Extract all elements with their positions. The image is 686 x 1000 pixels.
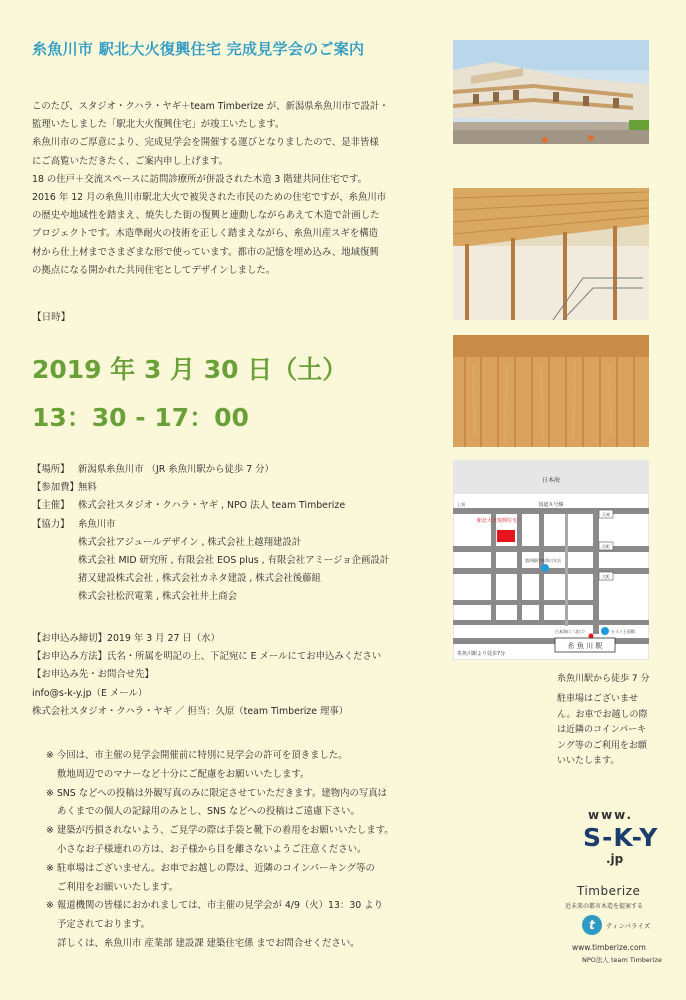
intro-line: の歴史や地域性を踏まえ、焼失した街の復興と連動しながらあえて木造で計画した: [32, 210, 380, 222]
sky-logo-jp: .jp: [606, 852, 624, 866]
intro-line: 2016 年 12 月の糸魚川市駅北大火で被災された市民のための住宅ですが、糸魚川市: [32, 192, 387, 204]
map-station-label: 糸 魚 川 駅: [567, 642, 603, 650]
map-dakemachi-label: 岳町: [602, 544, 610, 549]
info-key: [32, 552, 78, 570]
timberize-logo: Timberize: [577, 884, 641, 898]
note-line: ご利用をお願いいたします。: [57, 881, 179, 893]
intro-line: プロジェクトです。木造準耐火の技術を正しく踏まえながら、糸魚川産スギを構造: [32, 228, 378, 240]
timberize-kana: ティンバライズ: [606, 922, 651, 930]
info-row: [32, 479, 452, 497]
info-row: [32, 588, 452, 606]
map-walk-label: 糸魚川駅より徒歩7分: [457, 651, 506, 657]
contact-line: 【お申込み締切】2019 年 3 月 27 日（水）: [32, 633, 220, 644]
notes: [46, 747, 446, 954]
intro-line: 18 の住戸＋交流スペースに訪問診療所が併設された木造 3 階建共同住宅です。: [32, 173, 367, 185]
map-bank-marker: [541, 564, 549, 572]
info-key: [32, 588, 78, 606]
map-ikkyu-label: 上刈: [457, 502, 465, 507]
map-tenjin-label: 天神: [602, 512, 610, 517]
event-date: 2019 年 3 月 30 日（土）: [32, 355, 348, 384]
map-hisui-label: ヒスイ王国館: [611, 629, 635, 634]
date-label: 【日時】: [32, 312, 71, 323]
sky-logo-www: www.: [588, 808, 634, 822]
contact-line: 【お申込み方法】氏名・所属を明記の上、下記宛に E メールにてお申込みください: [32, 651, 382, 663]
info-value: 株式会社アジュールデザイン , 株式会社上越翔建設計: [78, 536, 302, 548]
map-site-label: 駅北大火復興住宅: [477, 518, 518, 524]
info-value: 新潟県糸魚川市 （JR 糸魚川駅から徒歩 7 分）: [78, 464, 274, 475]
note-line: ※ 報道機関の皆様におかれましては、市主催の見学会が 4/9（火）13：30 より: [46, 900, 383, 912]
info-row: [32, 534, 452, 552]
parking-note: [557, 692, 657, 770]
info-key: 【協力】: [32, 518, 70, 530]
parking-line: ング等のご利用をお願: [557, 740, 647, 751]
intro-line: 監理いたしました「駅北大火復興住宅」が竣工いたします。: [32, 119, 285, 131]
intro-line: 糸魚川市のご厚意により、完成見学会を開催する運びとなりましたので、是非皆様: [32, 137, 379, 149]
info-key: [32, 570, 78, 588]
info-value: 無料: [78, 482, 97, 494]
note-line: 詳しくは、糸魚川市 産業部 建設課 建築住宅係 までお問合せください。: [57, 937, 360, 949]
eave-wood-photo: [453, 188, 649, 320]
parking-line: は近隣のコインパーキ: [557, 725, 647, 735]
wood-ceiling-photo: [453, 335, 649, 447]
access-map: [453, 460, 649, 660]
intro-line: の拠点になる開かれた共同住宅としてデザインしました。: [32, 264, 276, 276]
note-line: ※ 今回は、市主催の見学会開催前に特別に見学会の許可を頂きました。: [46, 750, 348, 761]
contact-line: 株式会社スタジオ・クハラ・ヤギ ／ 担当：久原（team Timberize 理事）: [32, 705, 349, 717]
timberize-url: www.timberize.com: [572, 943, 646, 952]
info-key: 【参加費】: [32, 482, 79, 494]
contact-line[interactable]: info@s-k-y.jp（E メール）: [32, 687, 148, 699]
contact-info: [32, 630, 452, 721]
info-row: [32, 552, 452, 570]
info-value: 株式会社 MID 研究所 , 有限会社 EOS plus , 有限会社アミージョ企画設計: [78, 554, 390, 566]
info-key: [32, 534, 78, 552]
page-title: 糸魚川市 駅北大火復興住宅 完成見学会のご案内: [32, 40, 365, 58]
note-line: あくまでの個人の記録用のみとし、SNS などへの投稿はご遠慮下さい。: [57, 806, 360, 818]
info-value: 株式会社スタジオ・クハラ・ヤギ , NPO 法人 team Timberize: [78, 500, 346, 512]
note-line: ※ SNS などへの投稿は外観写真のみに限定させていただきます。建物内の写真は: [46, 787, 387, 799]
note-line: ※ 駐車場はございません。お車でお越しの際は、近隣のコインパーキング等の: [46, 862, 375, 874]
parking-line: いいたします。: [557, 756, 620, 766]
intro-line: 材から仕上材までさまざまな形で使っています。都市の記憶を埋め込み、地域復興: [32, 246, 379, 258]
note-line: 敷地周辺でのマナーなど十分にご配慮をお願いいたします。: [57, 768, 310, 780]
note-line: 小さなお子様連れの方は、お子様から目を離さないようご注意ください。: [57, 843, 367, 855]
intro-text: [32, 98, 432, 280]
info-value: 猪又建設株式会社 , 株式会社カネタ建設 , 株式会社後藤組: [78, 573, 321, 585]
event-info: [32, 461, 452, 607]
map-bank-label: 第四銀行糸魚川支店: [525, 558, 561, 563]
event-time: 13：30 - 17：00: [32, 403, 249, 432]
info-row: [32, 516, 452, 534]
sky-logo: S-K-Y: [583, 823, 659, 852]
intro-line: このたび、スタジオ・クハラ・ヤギ＋team Timberize が、新潟県糸魚川市で設計・: [32, 101, 389, 112]
building-exterior-photo: [453, 40, 649, 144]
map-route-label: 国道８号線: [538, 502, 564, 508]
map-site-marker: [497, 530, 515, 542]
info-row: [32, 570, 452, 588]
info-row: [32, 497, 452, 515]
contact-line: 【お申込み先・お問合せ先】: [32, 669, 154, 681]
note-line: ※ 建築が汚損されないよう、ご見学の際は手袋と靴下の着用をお願いいたします。: [46, 825, 394, 837]
map-hisui-marker: [601, 627, 609, 635]
map-sea-label: 日本海: [541, 477, 561, 484]
info-key: 【主催】: [32, 500, 70, 512]
parking-line: ん。お車でお越しの際: [557, 709, 648, 720]
info-key: 【場所】: [32, 464, 70, 475]
timberize-tagline: 近未来の都市木造を提案する: [565, 903, 644, 910]
intro-line: にご高覧いただきたく、ご案内申し上げます。: [32, 155, 228, 167]
info-row: [32, 461, 452, 479]
timberize-npo: NPO法人 team Timberize: [582, 956, 662, 964]
info-value: 糸魚川市: [78, 518, 116, 530]
map-omachi-label: 大町: [602, 574, 610, 579]
note-line: 予定されております。: [57, 919, 150, 931]
parking-line: 駐車場はございませ: [557, 694, 639, 704]
info-value: 株式会社松沢電業 , 株式会社井上商会: [78, 591, 237, 603]
map-kaikou-label: 日本海口（北口）: [555, 629, 587, 634]
map-caption: 糸魚川駅から徒歩 7 分: [557, 674, 650, 684]
timberize-t-icon: t: [582, 915, 602, 935]
